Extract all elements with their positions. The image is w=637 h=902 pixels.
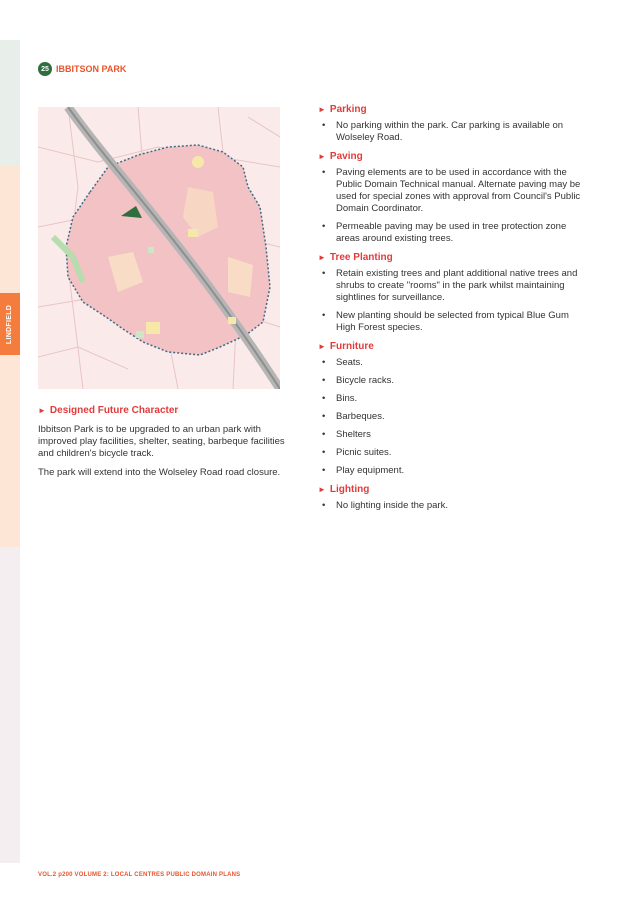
section-heading [318, 341, 588, 352]
list-item: • No parking within the park. Car parking is available on Wolseley Road. [322, 120, 564, 143]
section-lighting [318, 484, 588, 512]
list-item: • Seats. [322, 357, 363, 368]
triangle-bullet-icon: ► [38, 406, 46, 415]
list-item: • Picnic suites. [322, 447, 392, 458]
guidelines-column [318, 104, 588, 519]
side-tab-segment [0, 355, 20, 547]
paragraph: The park will extend into the Wolseley Road road closure. [38, 467, 281, 478]
park-map [38, 107, 280, 389]
side-tab-strip [0, 40, 20, 863]
side-tab-label: LINDFIELD [6, 304, 14, 344]
list-item: • Retain existing trees and plant additional native trees and shrubs to create "rooms" in the park whilst maintaining sightlines for surveillance. [322, 268, 578, 303]
section-heading [318, 252, 588, 263]
list-item: • No lighting inside the park. [322, 500, 448, 511]
paragraph: Ibbitson Park is to be upgraded to an urban park with improved play facilities, shelter, seating, barbeque facilities and children's bicycle track. [38, 424, 285, 459]
park-number-badge: 25 [38, 62, 52, 76]
section-heading-text: Furniture [329, 341, 374, 352]
side-tab-active[interactable] [0, 293, 20, 355]
triangle-bullet-icon: ► [318, 105, 326, 114]
section-heading-text: Lighting [329, 484, 370, 495]
section-heading-text: Tree Planting [329, 252, 393, 263]
section-tree-planting [318, 252, 588, 334]
section-furniture [318, 341, 588, 477]
list-item: • New planting should be selected from typical Blue Gum High Forest species. [322, 310, 569, 333]
park-title: IBBITSON PARK [56, 64, 127, 74]
side-tab-segment [0, 40, 20, 165]
section-heading-text: Paving [329, 151, 363, 162]
page-header [38, 62, 126, 76]
triangle-bullet-icon: ► [318, 152, 326, 161]
triangle-bullet-icon: ► [318, 342, 326, 351]
section-heading [38, 405, 300, 416]
list-item: • Shelters [322, 429, 371, 440]
list-item: • Paving elements are to be used in accordance with the Public Domain Technical manual. Alternate paving may be used for special zones with approval from Council's Public Domain Coordinator. [322, 167, 581, 214]
section-paving [318, 151, 588, 245]
side-tab-segment [0, 165, 20, 293]
section-parking [318, 104, 588, 144]
section-heading [318, 104, 588, 115]
list-item: • Bicycle racks. [322, 375, 395, 386]
list-item: • Barbeques. [322, 411, 385, 422]
list-item: • Play equipment. [322, 465, 405, 476]
section-heading-text: Designed Future Character [49, 405, 179, 416]
page-footer: VOL.2 p200 VOLUME 2: LOCAL CENTRES PUBLIC DOMAIN PLANS [38, 872, 241, 878]
triangle-bullet-icon: ► [318, 485, 326, 494]
future-character-section [38, 405, 300, 486]
section-heading [318, 151, 588, 162]
list-item: • Bins. [322, 393, 358, 404]
side-tab-segment [0, 547, 20, 863]
triangle-bullet-icon: ► [318, 253, 326, 262]
section-heading [318, 484, 588, 495]
section-heading-text: Parking [329, 104, 367, 115]
list-item: • Permeable paving may be used in tree protection zone areas around existing trees. [322, 221, 567, 244]
